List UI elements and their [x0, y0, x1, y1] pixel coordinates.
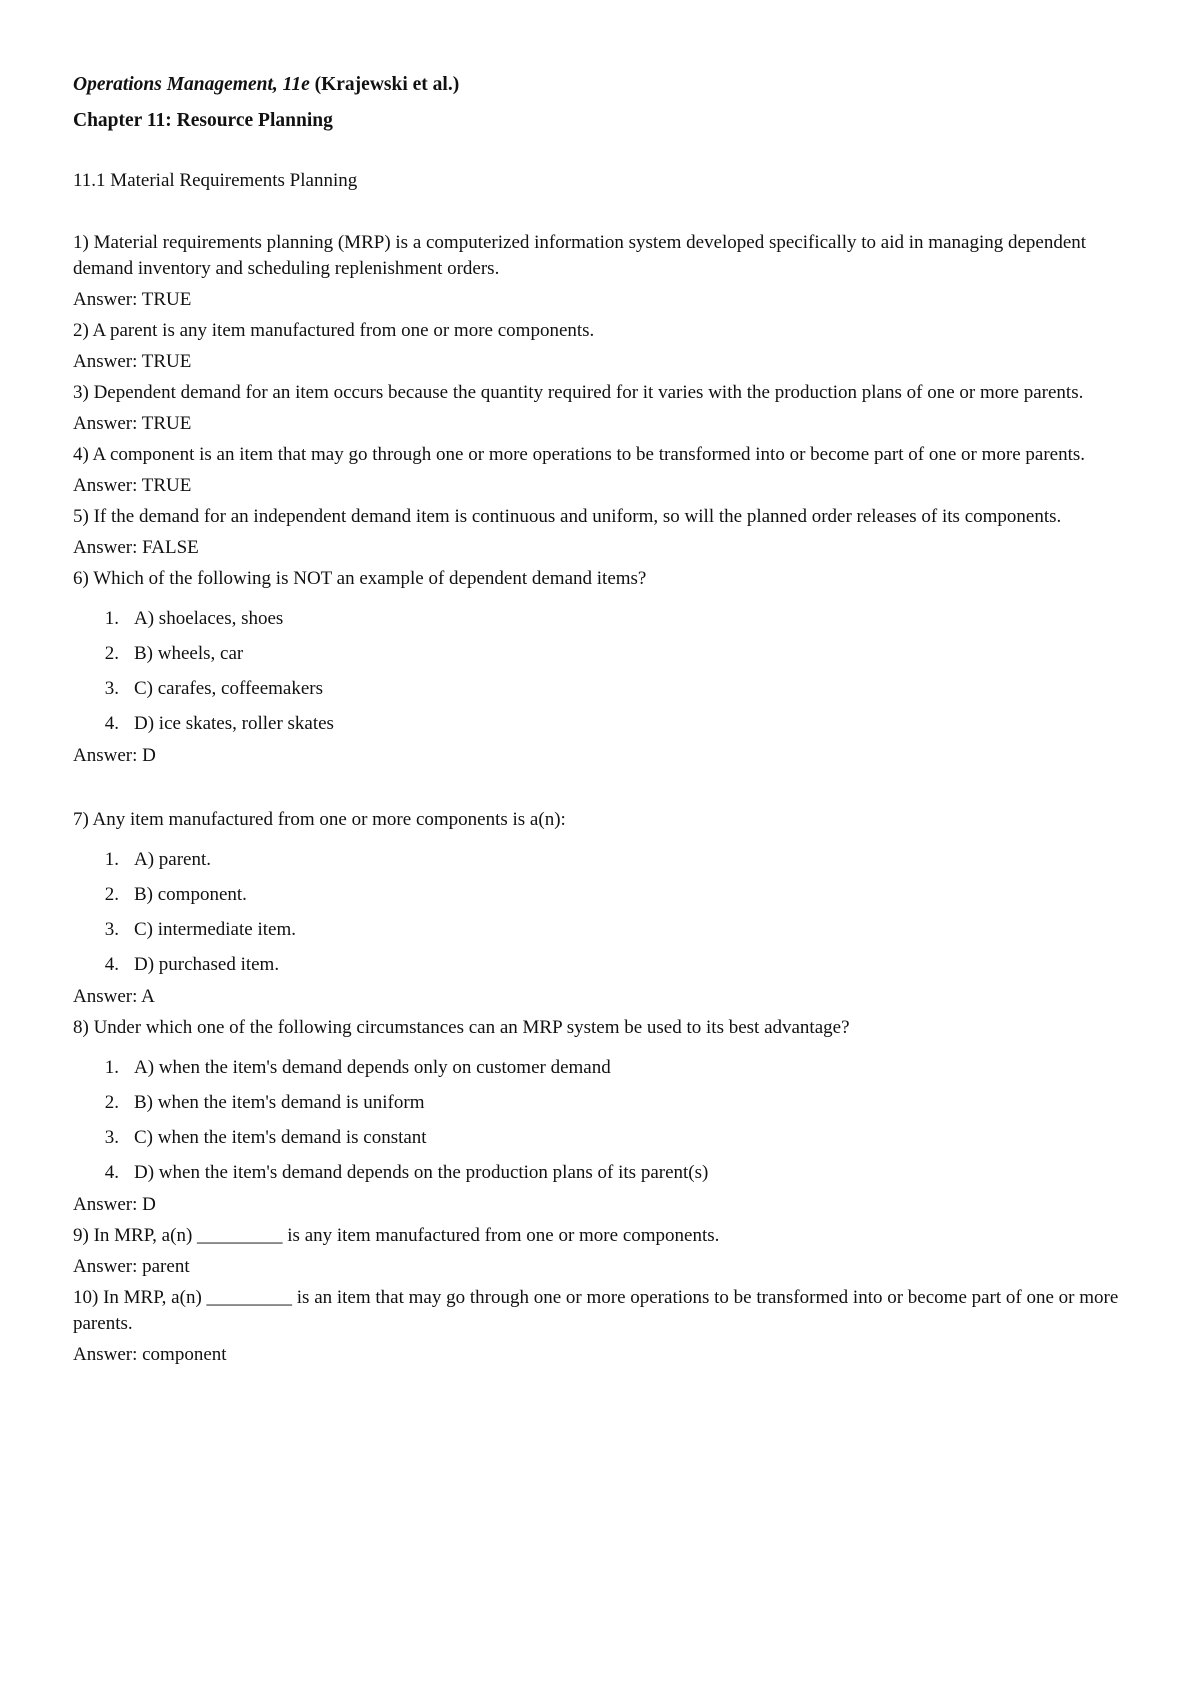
answer-text: Answer: TRUE: [73, 475, 192, 496]
question-block: [73, 318, 1133, 375]
question-block: [73, 442, 1133, 499]
answer-text: Answer: D: [73, 745, 156, 766]
option-item: [73, 1090, 1133, 1116]
option-number: 4.: [104, 1162, 119, 1183]
question-block: [73, 807, 1133, 1010]
answer-text: Answer: TRUE: [73, 289, 192, 310]
option-number: 3.: [104, 1127, 119, 1148]
answer-text: Answer: FALSE: [73, 537, 199, 558]
option-text: D) ice skates, roller skates: [134, 713, 334, 734]
question-block: [73, 1223, 1133, 1280]
question-block: [73, 230, 1133, 313]
option-number: 3.: [104, 678, 119, 699]
answer-text: Answer: TRUE: [73, 351, 192, 372]
option-number: 4.: [104, 954, 119, 975]
option-list: [73, 1055, 1133, 1186]
chapter-title: Chapter 11: Resource Planning: [73, 110, 333, 131]
question-block: [73, 504, 1133, 561]
option-text: C) intermediate item.: [134, 919, 296, 940]
option-text: C) carafes, coffeemakers: [134, 678, 324, 699]
question-text: 9) In MRP, a(n) _________ is any item manufactured from one or more components.: [73, 1225, 720, 1246]
option-number: 1.: [104, 1057, 119, 1078]
question-text: 10) In MRP, a(n) _________ is an item that may go through one or more operations to be transformed into or become part of one or more parents.: [73, 1287, 1119, 1334]
option-list: [73, 847, 1133, 978]
question-text: 8) Under which one of the following circumstances can an MRP system be used to its best advantage?: [73, 1017, 850, 1038]
option-item: [73, 606, 1133, 632]
question-text: 3) Dependent demand for an item occurs because the quantity required for it varies with the production plans of one or more parents.: [73, 382, 1084, 403]
question-text: 2) A parent is any item manufactured from one or more components.: [73, 320, 595, 341]
question-text: 5) If the demand for an independent demand item is continuous and uniform, so will the planned order releases of its components.: [73, 506, 1062, 527]
question-text: 4) A component is an item that may go through one or more operations to be transformed into or become part of one or more parents.: [73, 444, 1086, 465]
option-text: D) purchased item.: [134, 954, 280, 975]
answer-text: Answer: parent: [73, 1256, 190, 1277]
option-item: [73, 1160, 1133, 1186]
option-text: B) when the item's demand is uniform: [134, 1092, 425, 1113]
option-item: [73, 711, 1133, 737]
option-number: 2.: [104, 1092, 119, 1113]
section-title: 11.1 Material Requirements Planning: [73, 170, 358, 191]
option-item: [73, 1055, 1133, 1081]
question-text: 7) Any item manufactured from one or more components is a(n):: [73, 809, 566, 830]
option-item: [73, 847, 1133, 873]
book-authors: (Krajewski et al.): [314, 74, 460, 95]
option-number: 1.: [104, 608, 119, 629]
question-block: [73, 1015, 1133, 1218]
option-text: C) when the item's demand is constant: [134, 1127, 427, 1148]
option-item: [73, 882, 1133, 908]
option-text: B) component.: [134, 884, 247, 905]
option-number: 2.: [104, 884, 119, 905]
option-item: [73, 917, 1133, 943]
question-block: [73, 1285, 1133, 1368]
option-number: 2.: [104, 643, 119, 664]
document-page: [73, 72, 1133, 1373]
option-item: [73, 641, 1133, 667]
option-text: A) parent.: [134, 849, 212, 870]
option-number: 3.: [104, 919, 119, 940]
book-title: Operations Management, 11e: [73, 74, 310, 95]
option-list: [73, 606, 1133, 737]
answer-text: Answer: TRUE: [73, 413, 192, 434]
option-text: A) shoelaces, shoes: [134, 608, 284, 629]
book-header: [73, 72, 1133, 98]
option-number: 4.: [104, 713, 119, 734]
option-number: 1.: [104, 849, 119, 870]
option-item: [73, 952, 1133, 978]
option-text: A) when the item's demand depends only on customer demand: [134, 1057, 611, 1078]
answer-text: Answer: component: [73, 1344, 227, 1365]
option-text: B) wheels, car: [134, 643, 244, 664]
question-text: 6) Which of the following is NOT an example of dependent demand items?: [73, 568, 647, 589]
question-text: 1) Material requirements planning (MRP) is a computerized information system developed specifically to aid in managing dependent demand inventory and scheduling replenishment orders.: [73, 232, 1087, 279]
question-block: [73, 380, 1133, 437]
answer-text: Answer: D: [73, 1194, 156, 1215]
answer-text: Answer: A: [73, 986, 155, 1007]
question-block: [73, 566, 1133, 769]
option-text: D) when the item's demand depends on the production plans of its parent(s): [134, 1162, 709, 1183]
option-item: [73, 1125, 1133, 1151]
option-item: [73, 676, 1133, 702]
